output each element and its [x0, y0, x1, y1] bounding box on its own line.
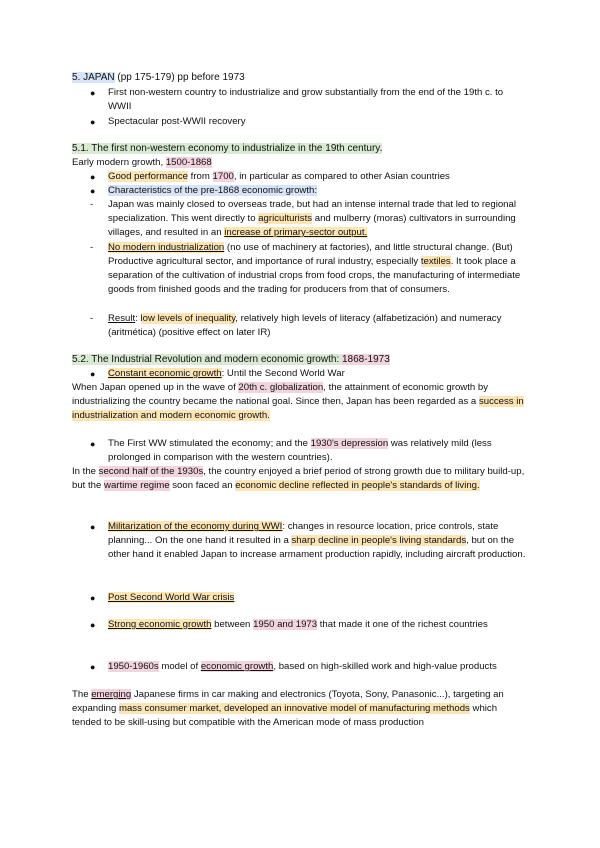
bullet-icon: ● [90, 593, 96, 603]
list-item: The First WW stimulated the economy; and the 1930's depression was relatively mild (less prolonged in comparison with the western countries). [108, 438, 492, 463]
list-item: Characteristics of the pre-1868 economic growth: [108, 185, 318, 196]
bullet-icon: ● [90, 439, 96, 449]
paragraph: The emerging Japanese firms in car making and electronics (Toyota, Sony, Panasonic...), targeting an expanding mass consumer market, developed an innovative model of manufacturing methods which tended to be skill-using but compatible with the American mode of mass production [72, 689, 504, 728]
section-5-2-heading: 5.2. The Industrial Revolution and modern economic growth: 1868-1973 [72, 354, 390, 365]
list-item: Post Second World War crisis [108, 592, 235, 603]
section-5-heading: 5. JAPAN (pp 175-179) pp before 1973 [72, 72, 245, 83]
list-item: Constant economic growth: Until the Second World War [108, 368, 345, 379]
early-modern-growth: Early modern growth, 1500-1868 [72, 157, 212, 168]
list-item: 1950-1960s model of economic growth, based on high-skilled work and high-value products [108, 661, 497, 672]
list-item: First non-western country to industrialize and grow substantially from the end of the 19th c. to WWII [108, 87, 504, 112]
bullet-icon: ● [90, 117, 96, 127]
section-5-1-heading: 5.1. The first non-western economy to industrialize in the 19th century. [72, 143, 383, 154]
section-5-title: 5. JAPAN [72, 72, 115, 83]
bullet-icon: ● [90, 522, 96, 532]
paragraph: In the second half of the 1930s, the country enjoyed a brief period of strong growth due to military build-up, but the wartime regime soon faced an economic decline reflected in people's standards of living. [72, 466, 525, 491]
list-item: Spectacular post-WWII recovery [108, 116, 246, 127]
list-item: Result: low levels of inequality, relatively high levels of literacy (alfabetización) and numeracy (aritmética) (positive effect on later IR) [108, 313, 502, 338]
bullet-icon: ● [90, 369, 96, 379]
list-item: Strong economic growth between 1950 and 1973 that made it one of the richest countries [108, 619, 488, 630]
list-item: Militarization of the economy during WWI: changes in resource location, price controls, state planning... On the one hand it resulted in a sharp decline in people's living standards, but on the other hand it enabled Japan to increase armament production rapidly, including aircraft production. [108, 521, 526, 560]
dash-marker: - [90, 242, 94, 253]
bullet-icon: ● [90, 620, 96, 630]
bullet-icon: ● [90, 186, 96, 196]
dash-marker: - [90, 199, 94, 210]
bullet-icon: ● [90, 662, 96, 672]
list-item: Good performance from 1700, in particular as compared to other Asian countries [108, 171, 450, 182]
bullet-icon: ● [90, 172, 96, 182]
list-item: Japan was mainly closed to overseas trade, but had an intense internal trade that led to regional specialization. This went directly to agriculturists and mulberry (moras) cultivators in surrounding villages, and resulted in an increase of primary-sector output. [108, 199, 516, 238]
list-item: No modern industrialization (no use of machinery at factories), and little structural change. (But) Productive agricultural sector, and importance of rural industry, especially textiles. It took place a separation of the cultivation of industrial crops from food crops, the manufacturing of intermediate goods from finished goods and the trading for producers from that of consumers. [108, 242, 521, 295]
bullet-icon: ● [90, 88, 96, 98]
paragraph: When Japan opened up in the wave of 20th c. globalization, the attainment of economic growth by industrializing the country became the national goal. Since then, Japan has been regarded as a success in industrialization and modern economic growth. [72, 382, 524, 421]
dash-marker: - [90, 313, 94, 324]
